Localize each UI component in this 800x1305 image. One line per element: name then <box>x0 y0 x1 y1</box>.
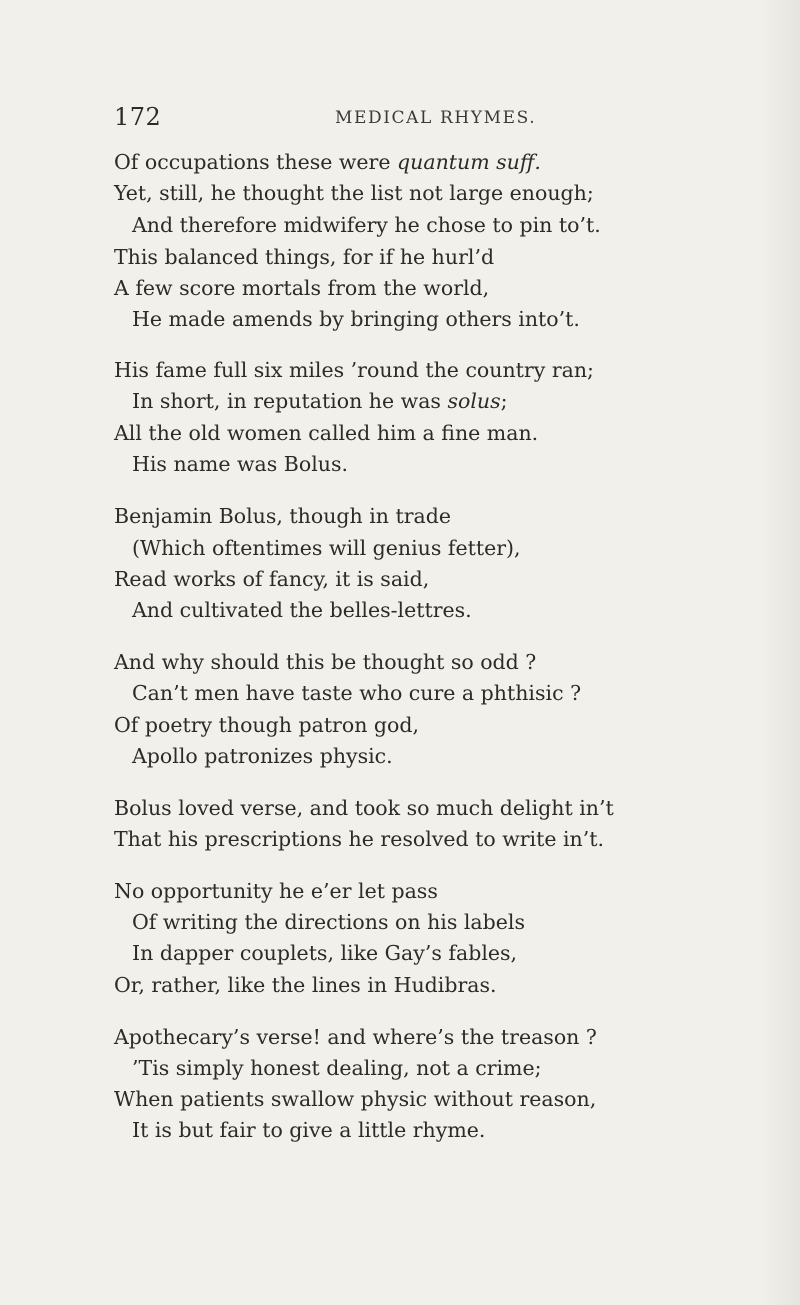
poem-line: Can’t men have taste who cure a phthisic ? <box>132 681 582 705</box>
poem-line: His fame full six miles ’round the country ran; <box>114 358 594 382</box>
poem-line: Apothecary’s verse! and where’s the treason ? <box>114 1025 597 1049</box>
poem-line: Read works of fancy, it is said, <box>114 567 430 591</box>
poem-line: In dapper couplets, like Gay’s fables, <box>132 941 518 965</box>
running-title: MEDICAL RHYMES. <box>335 108 537 128</box>
poem-line: In short, in reputation he was solus; <box>132 389 508 413</box>
poem-line: No opportunity he e’er let pass <box>114 879 438 903</box>
poem-line: And therefore midwifery he chose to pin to’t. <box>132 213 601 237</box>
poem-line: Apollo patronizes physic. <box>132 744 393 768</box>
poem-line: His name was Bolus. <box>132 452 348 476</box>
poem-line: Bolus loved verse, and took so much delight in’t <box>114 796 614 820</box>
poem-line: When patients swallow physic without reason, <box>114 1087 597 1111</box>
poem-line: And why should this be thought so odd ? <box>114 650 537 674</box>
poem-line: That his prescriptions he resolved to write in’t. <box>114 827 605 851</box>
poem-line: Yet, still, he thought the list not large enough; <box>114 181 594 205</box>
poem-line: And cultivated the belles-lettres. <box>132 598 472 622</box>
poem-line: A few score mortals from the world, <box>114 276 490 300</box>
page-number: 172 <box>114 103 162 131</box>
poem-line: (Which oftentimes will genius fetter), <box>132 536 521 560</box>
poem-line: All the old women called him a fine man. <box>114 421 539 445</box>
page-header <box>0 103 800 133</box>
poem-line: This balanced things, for if he hurl’d <box>114 245 495 269</box>
poem-line: Benjamin Bolus, though in trade <box>114 504 452 528</box>
poem-line: It is but fair to give a little rhyme. <box>132 1118 486 1142</box>
poem-line: Of occupations these were quantum suff. <box>114 150 541 174</box>
poem-line: ’Tis simply honest dealing, not a crime; <box>132 1056 542 1080</box>
poem-line: Of poetry though patron god, <box>114 713 420 737</box>
poem-line: He made amends by bringing others into’t. <box>132 307 580 331</box>
poem-line: Of writing the directions on his labels <box>132 910 525 934</box>
poem-line: Or, rather, like the lines in Hudibras. <box>114 973 497 997</box>
